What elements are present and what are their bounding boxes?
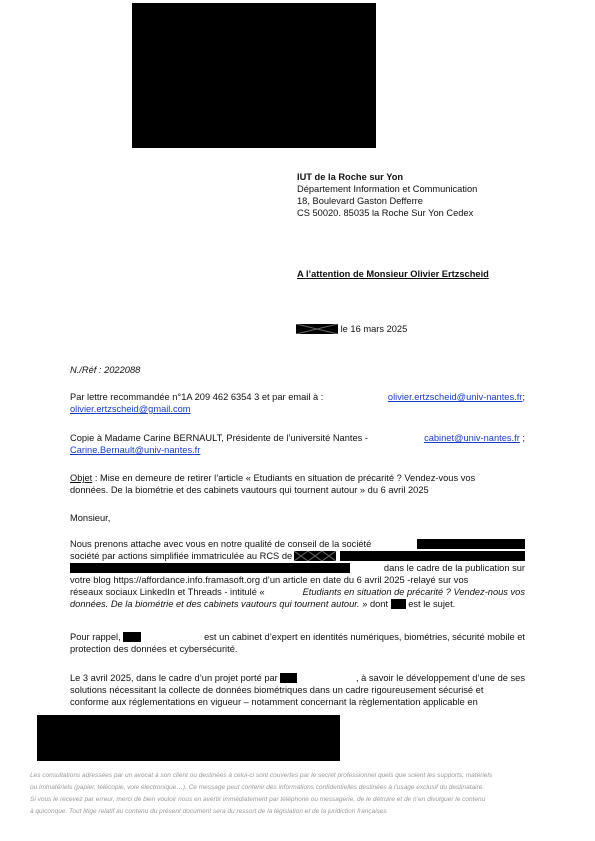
date-text: le 16 mars 2025 (340, 324, 408, 334)
para3-line2: solutions nécessitant la collecte de données biométriques dans un cadre rigoureusement sécurisé et (70, 685, 484, 695)
body-paragraph-1 (70, 538, 525, 610)
para1-line6-end: est le sujet. (408, 599, 456, 609)
para1-line6-dont: » dont (362, 599, 389, 609)
para1-line6-title: données. De la biométrie et des cabinets vautours qui tournent autour. (70, 599, 360, 609)
para3-line1-start: Le 3 avril 2025, dans le cadre d’un projet porté par (70, 673, 278, 683)
reference: N./Réf : 2022088 (70, 365, 141, 375)
redacted-company (417, 539, 525, 549)
email-link-cabinet[interactable]: cabinet@univ-nantes.fr (424, 433, 520, 443)
para3-line1-end: , à savoir le développement d’une de ses (355, 673, 525, 683)
email-link-president[interactable]: Carine.Bernault@univ-nantes.fr (70, 445, 201, 455)
para2-line2: protection des données et cybersécurité. (70, 644, 238, 654)
redacted-city (296, 324, 338, 334)
attention-line: A l’attention de Monsieur Olivier Ertzscheid (297, 269, 489, 279)
recipient-dept: Département Information et Communication (297, 184, 478, 194)
sending-text: Par lettre recommandée n°1A 209 462 6354 3 et par email à : (70, 392, 324, 402)
para1-line5: réseaux sociaux LinkedIn et Threads - intitulé « (70, 587, 265, 597)
email-link-univ[interactable]: olivier.ertzscheid@univ-nantes.fr (387, 392, 523, 402)
redacted-client-name (391, 599, 406, 609)
body-paragraph-2 (70, 631, 525, 655)
footer-line2: ou immatériels (papier, télécopie, voie électronique…). Ce message peut contenir des informations confidentielles destinées à l’usage exclusif du destinataire. (30, 784, 485, 791)
redacted-rcs-number (340, 551, 525, 561)
recipient-org: IUT de la Roche sur Yon (297, 172, 404, 182)
separator: ; (522, 392, 525, 402)
copy-paragraph (70, 432, 525, 456)
footer-line1: Les consultations adressées par un avocat à son client ou destinées à celui-ci sont couvertes par le secret professionnel quels que soient les supports, matériels (30, 772, 493, 779)
sending-paragraph (70, 391, 525, 415)
para1-line4: votre blog https://affordance.info.framasoft.org d’un article en date du 6 avril 2025 -relayé sur vos (70, 575, 469, 585)
redacted-client-name-2 (123, 632, 141, 642)
salutation: Monsieur, (70, 513, 111, 523)
email-link-gmail[interactable]: olivier.ertzscheid@gmail.com (70, 404, 191, 414)
redacted-footer-block (37, 715, 340, 761)
para1-line2: société par actions simplifiée immatriculée au RCS de (70, 551, 293, 561)
redacted-rcs-city (294, 551, 336, 561)
confidentiality-footer (30, 770, 570, 818)
date-line (296, 323, 407, 335)
para2-line1-start: Pour rappel, (70, 632, 121, 642)
redacted-client-name-3 (280, 673, 297, 683)
para1-line1: Nous prenons attache avec vous en notre qualité de conseil de la société (70, 539, 372, 549)
subject-line1: : Mise en demeure de retirer l’article « Etudiants en situation de précarité ? Vendez-vous vos (92, 473, 476, 483)
footer-line3: Si vous le recevez par erreur, merci de bien vouloir nous en avertir immédiatement par téléphone ou messagerie, de le détruire et de n’en divulguer le contenu (30, 796, 486, 803)
separator: ; (522, 433, 525, 443)
subject-paragraph (70, 472, 530, 496)
para2-line1-end: est un cabinet d’expert en identités numériques, biométries, sécurité mobile et (204, 632, 525, 642)
recipient-street: 18, Boulevard Gaston Defferre (297, 196, 423, 206)
recipient-address-block (297, 171, 477, 219)
redacted-company-details (70, 563, 350, 573)
recipient-city: CS 50020. 85035 la Roche Sur Yon Cedex (297, 208, 474, 218)
body-paragraph-3 (70, 672, 525, 708)
para1-line3: dans le cadre de la publication sur (383, 563, 525, 573)
subject-line2: données. De la biométrie et des cabinets vautours qui tournent autour » du 6 avril 2025 (70, 485, 429, 495)
para3-line3: conforme aux réglementations en vigueur – notamment concernant la règlementation applicable en (70, 697, 478, 707)
subject-label: Objet (70, 473, 93, 483)
copy-text: Copie à Madame Carine BERNAULT, Présidente de l’université Nantes - (70, 433, 368, 443)
footer-line4: à quiconque. Tout litige relatif au contenu du présent document sera du ressort de la législation et de la juridiction françaises (30, 808, 387, 815)
redacted-letterhead (132, 3, 376, 148)
para1-line5-title: Etudiants en situation de précarité ? Vendez-nous vos (302, 587, 525, 597)
